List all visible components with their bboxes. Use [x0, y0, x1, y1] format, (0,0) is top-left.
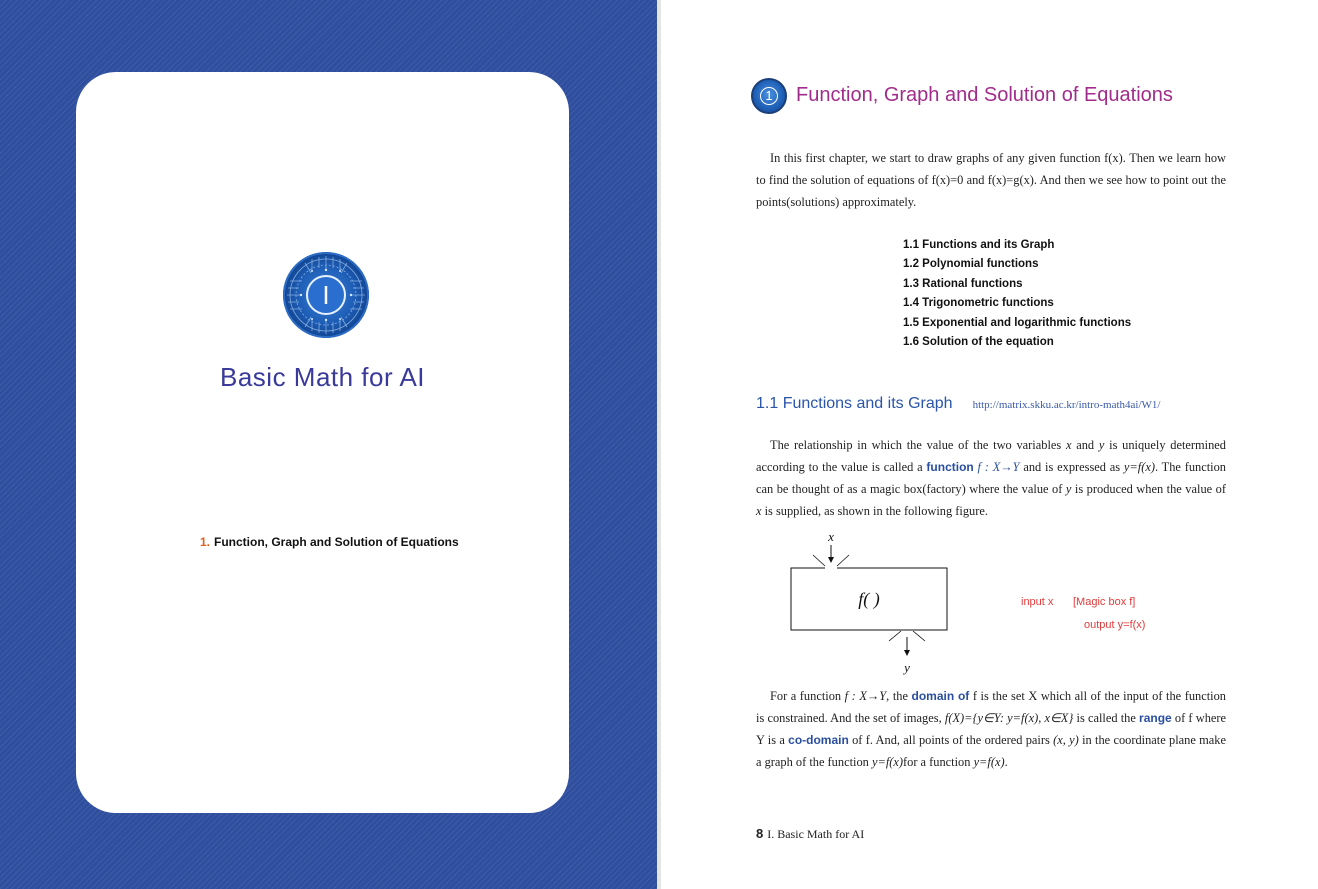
figure-output-label: output y=f(x) — [1084, 619, 1146, 631]
text-run: . The function can be thought of as a magic box(factory) where the value of — [756, 460, 1226, 496]
figure-box-label: [Magic box f] — [1073, 596, 1136, 608]
keyword-codomain: co-domain — [788, 733, 849, 747]
text-run: for a function — [903, 755, 974, 769]
keyword-function: function — [926, 460, 974, 474]
box-label: f( ) — [858, 589, 880, 609]
chapter-toc — [903, 236, 1131, 352]
cover-toc-label: Function, Graph and Solution of Equations — [214, 535, 459, 549]
text-run: . — [1004, 755, 1008, 769]
section-header — [756, 395, 1160, 413]
book-title: Basic Math for AI — [219, 362, 426, 392]
math-eq: y=f(x) — [973, 755, 1005, 769]
intro-paragraph: In this first chapter, we start to draw graphs of any given function f(x). Then we learn how to find the solution of equations of f(x)=0 and f(x)=g(x). And then we see how to point out the points(solutions) approximately. — [756, 151, 1226, 209]
figure-input-label: input x — [1021, 596, 1054, 608]
math-var: x — [1065, 438, 1072, 452]
section-paragraph-1 — [756, 434, 1226, 522]
text-run: is supplied, as shown in the following figure. — [761, 504, 988, 518]
math-var: x — [756, 504, 762, 518]
page-footer — [756, 826, 864, 842]
math-pair: (x, y) — [1053, 733, 1079, 747]
toc-item[interactable]: 1.4 Trigonometric functions — [903, 297, 1054, 310]
output-var-label: y — [904, 660, 910, 675]
circuit-chip-badge-icon — [283, 252, 369, 338]
section-url-link[interactable]: http://matrix.skku.ac.kr/intro-math4ai/W1/ — [972, 399, 1161, 411]
text-run: is called the — [1073, 711, 1140, 725]
toc-item[interactable]: 1.2 Polynomial functions — [903, 258, 1039, 271]
text-run: of f. And, all points of the ordered pairs — [848, 733, 1054, 747]
magic-box-diagram — [751, 525, 1271, 680]
keyword-range: range — [1139, 711, 1172, 725]
math-image-set: f(X)={y∈Y: y=f(x), x∈X} — [944, 711, 1074, 725]
toc-item[interactable]: 1.3 Rational functions — [903, 277, 1023, 290]
chapter-number: 1 — [760, 87, 778, 105]
section-title: 1.1 Functions and its Graph — [756, 395, 953, 412]
paragraph-text — [756, 434, 1226, 522]
cover-toc-number: 1. — [200, 535, 211, 549]
text-run: is produced when the value of — [1071, 482, 1226, 496]
chapter-number-badge-icon — [751, 78, 787, 114]
math-eq: y=f(x) — [871, 755, 904, 769]
cover-toc-item[interactable] — [200, 535, 459, 549]
text-run: , the — [886, 689, 912, 703]
cover-card — [76, 72, 569, 813]
text-run: and — [1071, 438, 1099, 452]
cover-page — [0, 0, 657, 889]
content-page — [661, 0, 1318, 889]
math-var: y — [1098, 438, 1105, 452]
toc-item[interactable]: 1.1 Functions and its Graph — [903, 239, 1055, 251]
running-title: I. Basic Math for AI — [767, 827, 865, 841]
math-map: f : X→Y — [844, 689, 887, 703]
text-run: For a function — [770, 689, 845, 703]
text-run: The relationship in which the value of the two variables — [770, 438, 1066, 452]
math-var: y — [1065, 482, 1072, 496]
toc-item[interactable]: 1.6 Solution of the equation — [903, 336, 1054, 349]
toc-item[interactable]: 1.5 Exponential and logarithmic functions — [903, 316, 1132, 329]
section-paragraph-2 — [756, 685, 1226, 773]
keyword-domain: domain of — [911, 689, 970, 703]
chapter-numeral: I — [306, 275, 346, 315]
text-run: and is expressed as — [1019, 460, 1124, 474]
math-map: f : X→Y — [973, 460, 1020, 474]
text-run: f is the set X which all of the input of the function is constrained. And the set of images, — [756, 689, 1226, 725]
text-run: is uniquely determined according to the value is called a — [756, 438, 1226, 474]
chapter-intro — [756, 147, 1226, 213]
paragraph-text — [756, 685, 1226, 773]
page-number: 8 — [756, 826, 764, 841]
text-run: in the coordinate plane make a graph of the function — [756, 733, 1226, 769]
text-run: of f where Y is a — [756, 711, 1227, 747]
math-eq: y=f(x) — [1123, 460, 1155, 474]
input-var-label: x — [828, 529, 834, 544]
magic-box-figure — [751, 525, 1271, 680]
chapter-title: Function, Graph and Solution of Equations — [796, 84, 1173, 106]
